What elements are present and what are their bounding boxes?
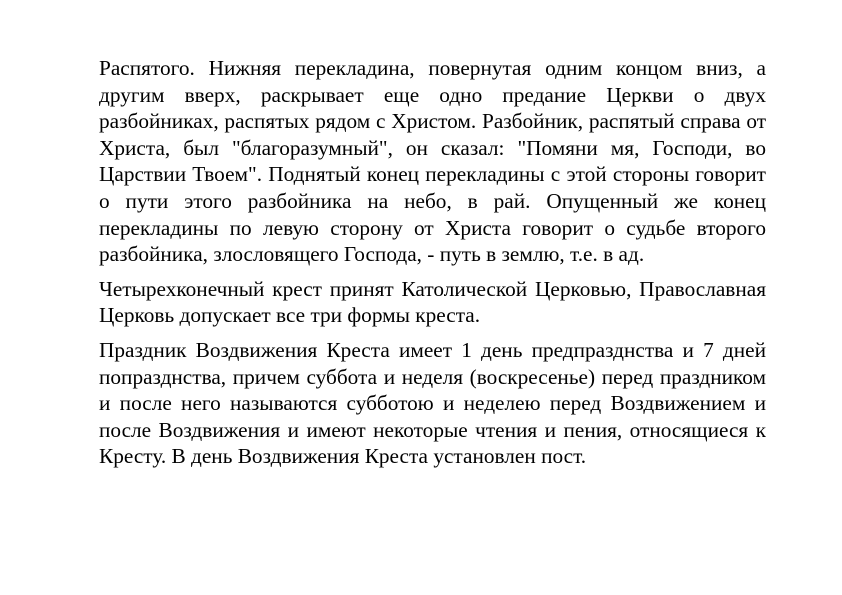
paragraph-exaltation-feast: Праздник Воздвижения Креста имеет 1 день предпразднства и 7 дней попразднства, причем суббота и неделя (воскресенье) перед праздником и после него называются субботою и неделею перед Воздвижением и после Воздвижения и имеют некоторые чтения и пения, относящиеся к Кресту. В день Воздвижения Креста установлен пост.	[99, 337, 766, 469]
paragraph-thieves-tradition: Распятого. Нижняя перекладина, повернутая одним концом вниз, а другим вверх, раскрывает еще одно предание Церкви о двух разбойниках, распятых рядом с Христом. Разбойник, распятый справа от Христа, был "благоразумный", он сказал: "Помяни мя, Господи, во Царствии Твоем". Поднятый конец перекладины с этой стороны говорит о пути этого разбойника на небо, в рай. Опущенный же конец перекладины по левую сторону от Христа говорит о судьбе второго разбойника, злословящего Господа, - путь в землю, т.е. в ад.	[99, 56, 766, 267]
body-text	[99, 55, 766, 478]
paragraph-cross-forms: Четырехконечный крест принят Католической Церковью, Православная Церковь допускает все три формы креста.	[99, 276, 766, 328]
